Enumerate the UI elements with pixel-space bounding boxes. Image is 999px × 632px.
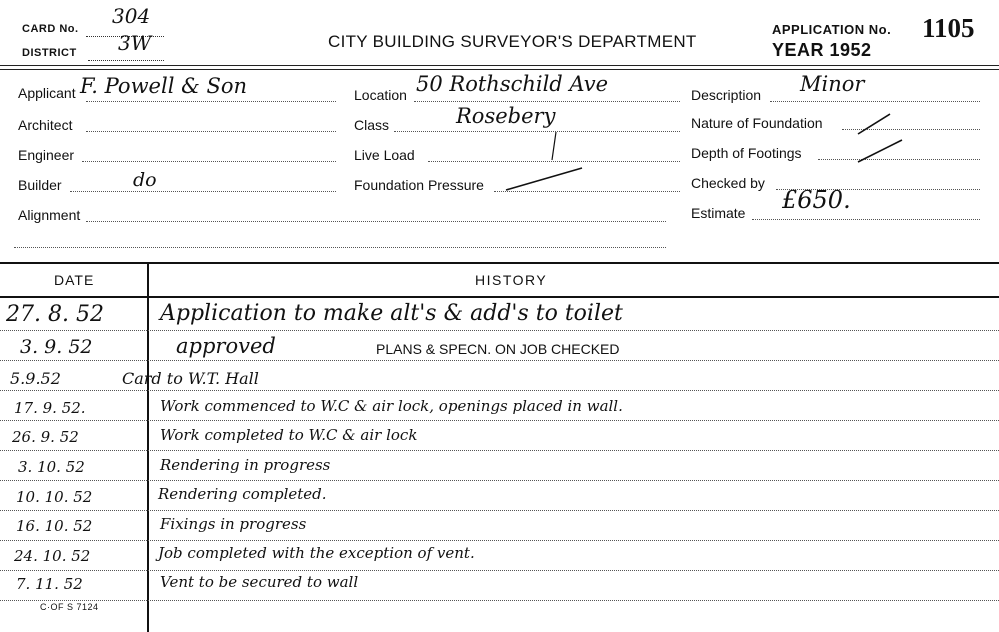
form-code: C·OF S 7124 — [40, 602, 99, 612]
location-label: Location — [354, 87, 407, 103]
history-row-9-date: 24. 10. 52 — [14, 547, 91, 565]
row-rule-1 — [0, 330, 999, 331]
description-label: Description — [691, 87, 762, 103]
checked-by-label: Checked by — [691, 175, 765, 191]
history-row-1-date: 27. 8. 52 — [6, 302, 104, 327]
architect-label: Architect — [18, 117, 73, 133]
history-row-2-date: 3. 9. 52 — [20, 336, 93, 358]
estimate-value: £650. — [782, 186, 851, 214]
builder-value: do — [133, 169, 157, 191]
district-label: DISTRICT — [22, 47, 77, 59]
history-rule-top — [0, 262, 999, 264]
foundation-pressure-label: Foundation Pressure — [354, 177, 484, 193]
foundation-pressure-dash — [506, 168, 582, 190]
history-row-6-text: Rendering in progress — [160, 456, 331, 474]
date-column-header: DATE — [54, 272, 95, 288]
estimate-label: Estimate — [691, 205, 746, 221]
history-row-2-stamp: PLANS & SPECN. ON JOB CHECKED — [376, 341, 620, 357]
row-rule-2 — [0, 360, 999, 361]
history-row-9-text: Job completed with the exception of vent. — [158, 544, 475, 562]
alignment-label: Alignment — [18, 207, 81, 223]
row-rule-8 — [0, 540, 999, 541]
depth-of-footings-dash — [858, 140, 902, 162]
live-load-label: Live Load — [354, 147, 415, 163]
history-row-10-date: 7. 11. 52 — [16, 575, 83, 593]
application-number-label: APPLICATION No. — [772, 22, 892, 37]
department-title: CITY BUILDING SURVEYOR'S DEPARTMENT — [328, 32, 697, 51]
history-row-7-text: Rendering completed. — [158, 485, 327, 503]
history-row-5-text: Work completed to W.C & air lock — [160, 426, 418, 444]
applicant-value: F. Powell & Son — [80, 74, 248, 98]
nature-of-foundation-dash — [858, 114, 890, 134]
history-rule-header — [0, 296, 999, 298]
history-row-5-date: 26. 9. 52 — [12, 428, 79, 446]
nature-of-foundation-label: Nature of Foundation — [691, 115, 823, 131]
class-value: Rosebery — [456, 104, 556, 128]
history-column-header: HISTORY — [475, 272, 548, 288]
application-number-value: 1105 — [922, 13, 975, 43]
description-value: Minor — [800, 72, 865, 96]
history-row-3-date: 5.9.52 — [10, 369, 61, 388]
row-rule-4 — [0, 420, 999, 421]
depth-of-footings-label: Depth of Footings — [691, 145, 802, 161]
history-row-4-text: Work commenced to W.C & air lock, openings placed in wall. — [160, 397, 623, 415]
history-row-8-date: 16. 10. 52 — [16, 517, 93, 535]
row-rule-5 — [0, 450, 999, 451]
row-rule-3 — [0, 390, 999, 391]
row-rule-6 — [0, 480, 999, 481]
year-label: YEAR 1952 — [772, 40, 872, 60]
district-value: 3W — [118, 31, 152, 55]
applicant-label: Applicant — [18, 85, 76, 101]
history-row-1-text: Application to make alt's & add's to toilet — [160, 301, 623, 326]
history-row-3-text: Card to W.T. Hall — [122, 369, 259, 388]
row-rule-7 — [0, 510, 999, 511]
card-number-label: CARD No. — [22, 23, 79, 35]
history-column-divider — [147, 263, 149, 632]
class-label: Class — [354, 117, 390, 133]
row-rule-10 — [0, 600, 999, 601]
history-row-2-text: approved — [176, 334, 276, 358]
location-value: 50 Rothschild Ave — [416, 72, 609, 96]
history-row-6-date: 3. 10. 52 — [18, 458, 85, 476]
engineer-label: Engineer — [18, 147, 75, 163]
builder-label: Builder — [18, 177, 62, 193]
card-number-value: 304 — [112, 4, 151, 28]
history-row-4-date: 17. 9. 52. — [14, 399, 86, 417]
class-stroke — [552, 132, 556, 160]
history-row-10-text: Vent to be secured to wall — [160, 573, 359, 591]
row-rule-9 — [0, 570, 999, 571]
history-row-7-date: 10. 10. 52 — [16, 488, 93, 506]
history-row-8-text: Fixings in progress — [160, 515, 307, 533]
